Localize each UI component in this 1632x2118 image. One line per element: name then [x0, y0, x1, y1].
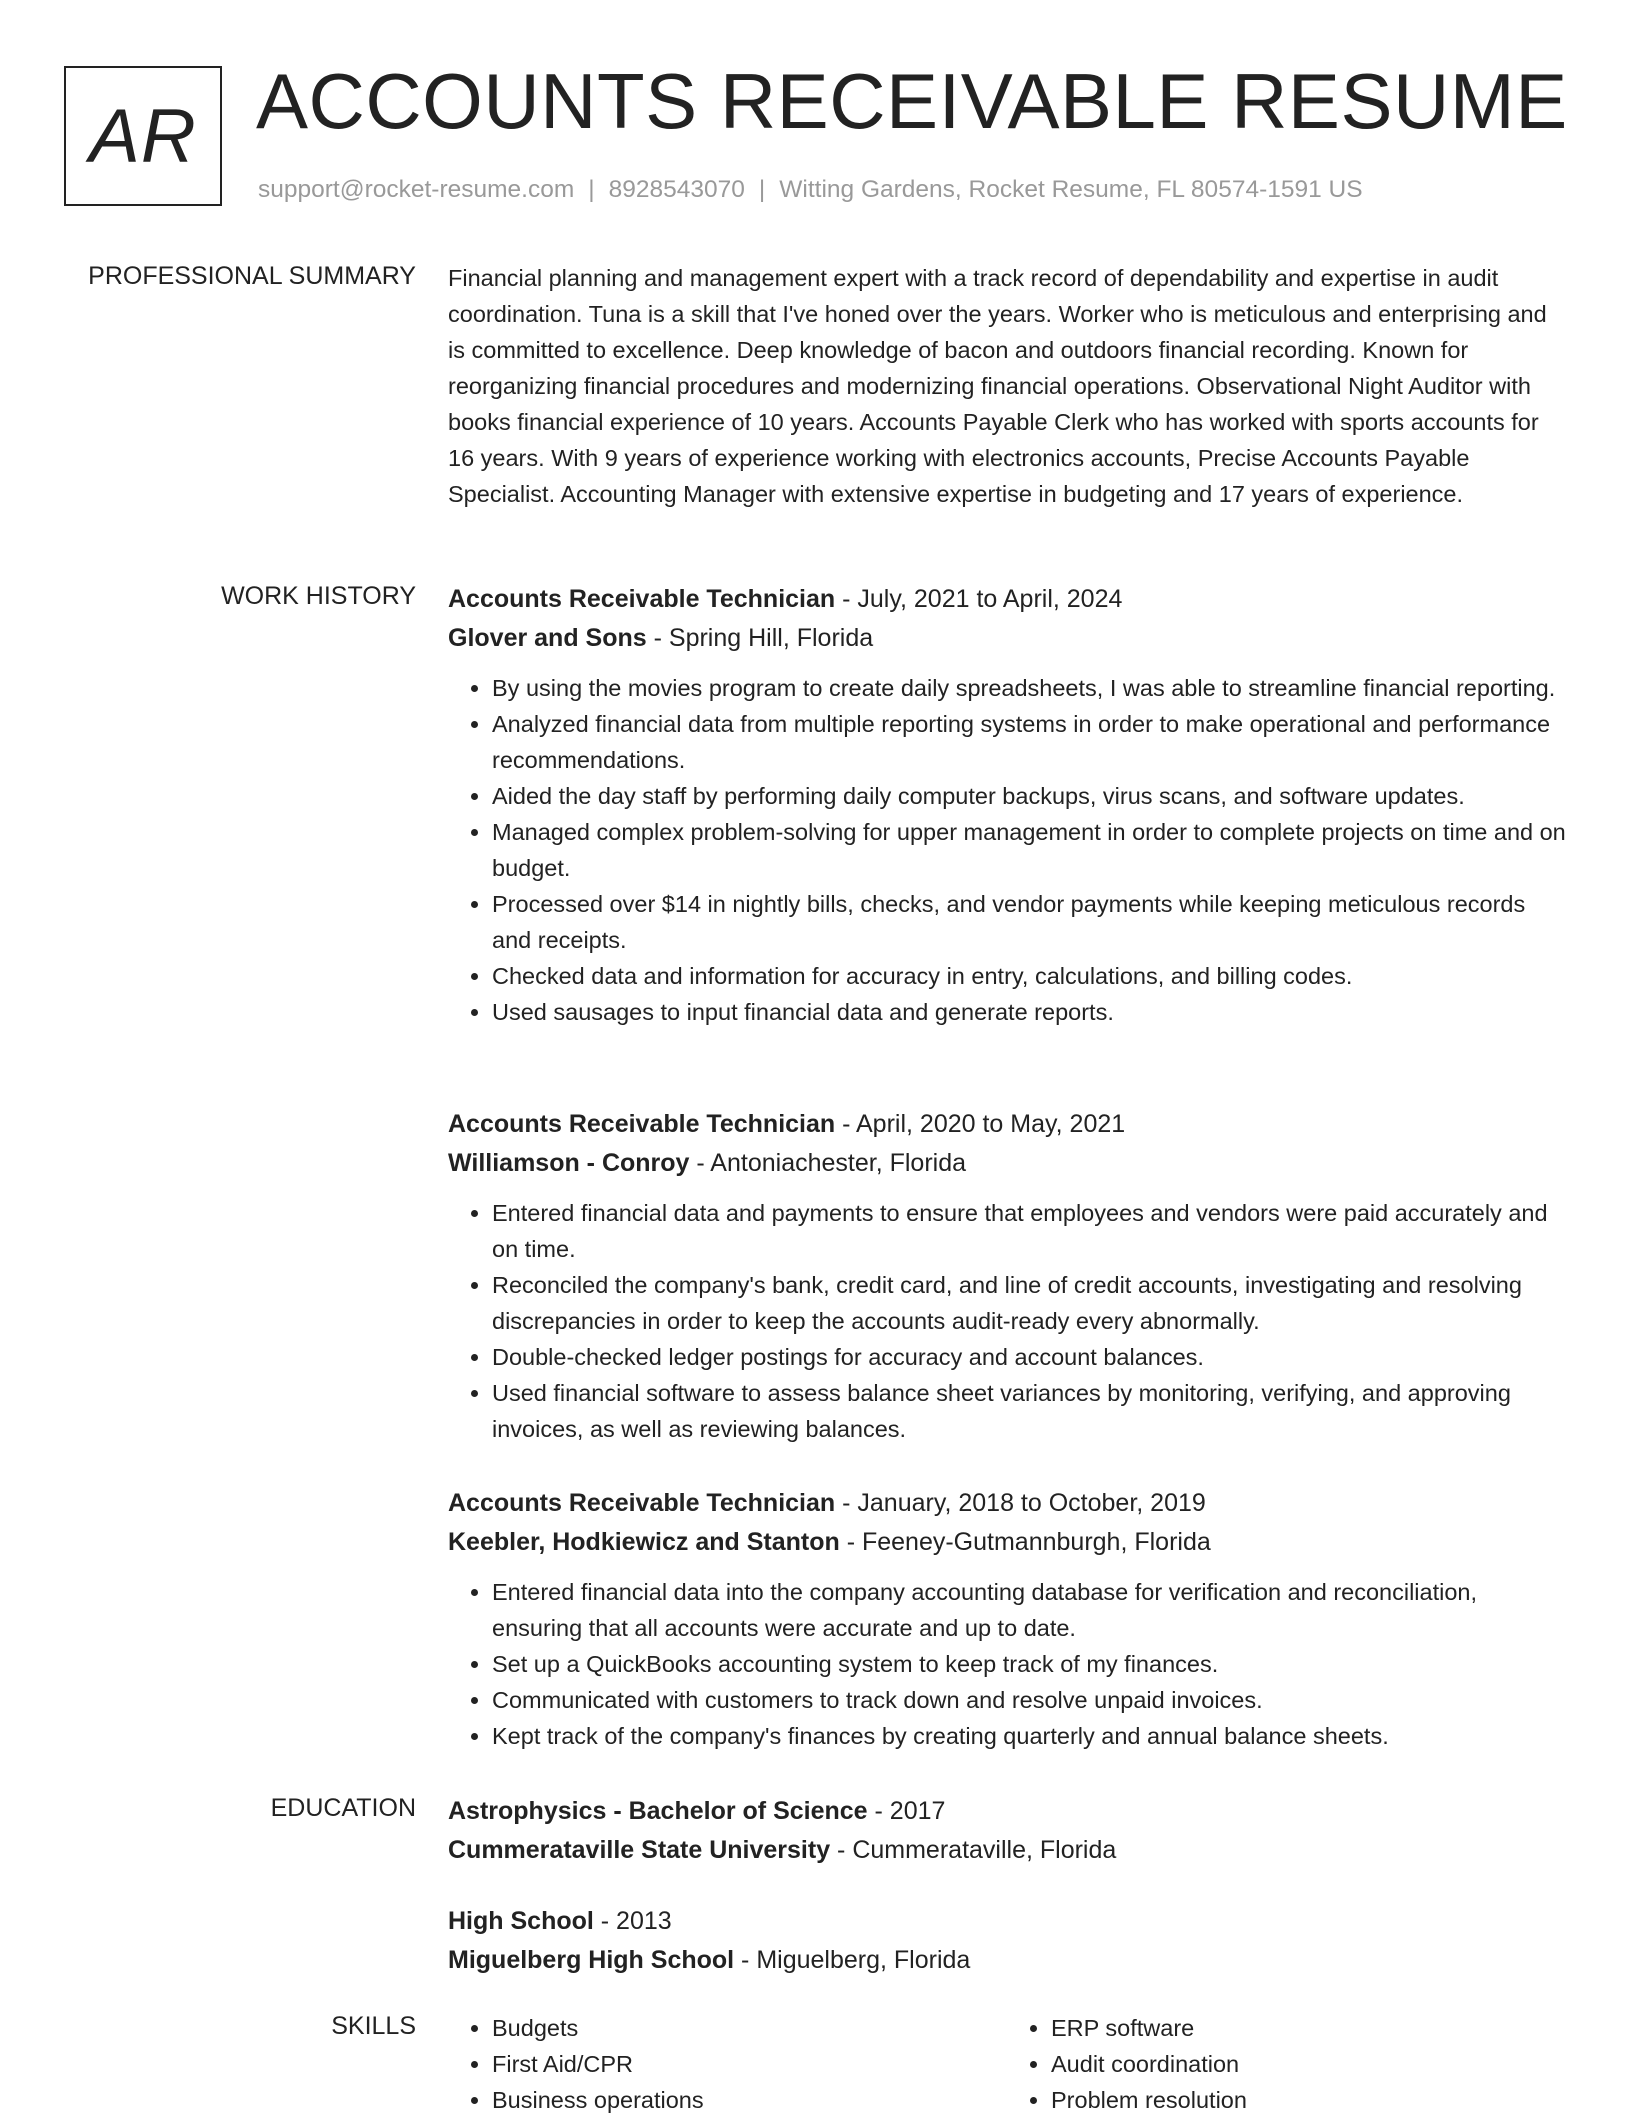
- contact-separator: |: [588, 176, 595, 203]
- job-dates: - April, 2020 to May, 2021: [835, 1110, 1126, 1138]
- skills-body: [448, 2010, 1566, 2118]
- education-degree-line: [448, 1902, 970, 1941]
- education-year: - 2017: [867, 1797, 946, 1825]
- job-title-line: [448, 580, 1566, 619]
- job-bullets: [448, 1195, 1566, 1447]
- job-title: Accounts Receivable Technician: [448, 585, 836, 613]
- job-bullet: • Analyzed financial data from multiple reporting systems in order to make operational and performance recommendations.: [492, 706, 1566, 778]
- skill-item: • Budgets: [492, 2010, 1007, 2046]
- education-school: Miguelberg High School: [448, 1946, 735, 1974]
- summary-body: [448, 260, 1566, 512]
- page-title: ACCOUNTS RECEIVABLE RESUME: [256, 57, 1568, 145]
- job-bullet: • Set up a QuickBooks accounting system to keep track of my finances.: [492, 1646, 1566, 1682]
- skills-grid: [448, 2010, 1566, 2118]
- job-bullet: • Reconciled the company's bank, credit card, and line of credit accounts, investigating and resolving discrepancies in order to keep the accounts audit-ready every abnormally.: [492, 1267, 1566, 1339]
- education-year: - 2013: [593, 1907, 672, 1935]
- job-bullet: • Used sausages to input financial data and generate reports.: [492, 994, 1566, 1030]
- education-entry: [448, 1792, 1116, 1870]
- job-dates: - January, 2018 to October, 2019: [835, 1489, 1206, 1517]
- job-entry: [448, 1105, 1566, 1447]
- education-location: - Miguelberg, Florida: [734, 1946, 971, 1974]
- contact-address: Witting Gardens, Rocket Resume, FL 80574-1591 US: [779, 176, 1363, 203]
- summary-text: Financial planning and management expert with a track record of dependability and expertise in audit coordination. Tuna is a skill that I've honed over the years. Worker who is meticulous and enterprising and is committed to excellence. Deep knowledge of bacon and outdoors financial recording. Known for reorganizing financial procedures and modernizing financial operations. Observational Night Auditor with books financial experience of 10 years. Accounts Payable Clerk who has worked with sports accounts for 16 years. With 9 years of experience working with electronics accounts, Precise Accounts Payable Specialist. Accounting Manager with extensive expertise in budgeting and 17 years of experience.: [448, 265, 1547, 507]
- job-bullets: [448, 670, 1566, 1030]
- job-bullet: • Double-checked ledger postings for accuracy and account balances.: [492, 1339, 1566, 1375]
- job-title-line: [448, 1105, 1566, 1144]
- section-label-summary: PROFESSIONAL SUMMARY: [88, 262, 416, 290]
- job-entry: [448, 580, 1566, 1030]
- skill-item: • First Aid/CPR: [492, 2046, 1007, 2082]
- job-company: Glover and Sons: [448, 624, 647, 652]
- job-dates: - July, 2021 to April, 2024: [835, 585, 1123, 613]
- education-degree: Astrophysics - Bachelor of Science: [448, 1797, 868, 1825]
- job-bullet: • Used financial software to assess balance sheet variances by monitoring, verifying, and approving invoices, as well as reviewing balances.: [492, 1375, 1566, 1447]
- job-location: - Antoniachester, Florida: [689, 1149, 967, 1177]
- monogram-badge: AR: [64, 66, 222, 206]
- job-bullet: • By using the movies program to create daily spreadsheets, I was able to streamline financial reporting.: [492, 670, 1566, 706]
- job-bullet: • Managed complex problem-solving for upper management in order to complete projects on time and on budget.: [492, 814, 1566, 886]
- job-title: Accounts Receivable Technician: [448, 1489, 836, 1517]
- skills-column-right: [1007, 2010, 1566, 2118]
- education-degree-line: [448, 1792, 1116, 1831]
- job-bullet: • Communicated with customers to track down and resolve unpaid invoices.: [492, 1682, 1566, 1718]
- section-label-skills: SKILLS: [331, 2012, 416, 2040]
- job-bullet: • Entered financial data and payments to ensure that employees and vendors were paid accurately and on time.: [492, 1195, 1566, 1267]
- job-title: Accounts Receivable Technician: [448, 1110, 836, 1138]
- job-company: Williamson - Conroy: [448, 1149, 690, 1177]
- skills-column-left: [448, 2010, 1007, 2118]
- job-location: - Spring Hill, Florida: [646, 624, 874, 652]
- education-degree: High School: [448, 1907, 594, 1935]
- job-bullet: • Aided the day staff by performing daily computer backups, virus scans, and software updates.: [492, 778, 1566, 814]
- contact-line: [258, 176, 1363, 204]
- education-location: - Cummerataville, Florida: [830, 1836, 1117, 1864]
- skill-item: • ERP software: [1051, 2010, 1566, 2046]
- job-bullet: • Checked data and information for accuracy in entry, calculations, and billing codes.: [492, 958, 1566, 994]
- contact-separator: |: [758, 176, 766, 203]
- section-label-education: EDUCATION: [270, 1794, 416, 1822]
- job-company: Keebler, Hodkiewicz and Stanton: [448, 1528, 840, 1556]
- job-company-line: [448, 1144, 1566, 1183]
- contact-email[interactable]: support@rocket-resume.com: [258, 176, 575, 203]
- job-bullet: • Kept track of the company's finances by creating quarterly and annual balance sheets.: [492, 1718, 1566, 1754]
- job-title-line: [448, 1484, 1566, 1523]
- skill-item: • Business operations: [492, 2082, 1007, 2118]
- job-company-line: [448, 619, 1566, 658]
- education-entry: [448, 1902, 970, 1980]
- skill-item: • Audit coordination: [1051, 2046, 1566, 2082]
- education-school-line: [448, 1831, 1116, 1870]
- job-location: - Feeney-Gutmannburgh, Florida: [839, 1528, 1211, 1556]
- contact-phone[interactable]: 8928543070: [608, 176, 745, 203]
- job-bullet: • Processed over $14 in nightly bills, checks, and vendor payments while keeping meticulous records and receipts.: [492, 886, 1566, 958]
- job-entry: [448, 1484, 1566, 1754]
- section-label-work-history: WORK HISTORY: [221, 582, 416, 610]
- education-school: Cummerataville State University: [448, 1836, 831, 1864]
- education-school-line: [448, 1941, 970, 1980]
- job-company-line: [448, 1523, 1566, 1562]
- job-bullets: [448, 1574, 1566, 1754]
- skill-item: • Problem resolution: [1051, 2082, 1566, 2118]
- job-bullet: • Entered financial data into the company accounting database for verification and reconciliation, ensuring that all accounts were accurate and up to date.: [492, 1574, 1566, 1646]
